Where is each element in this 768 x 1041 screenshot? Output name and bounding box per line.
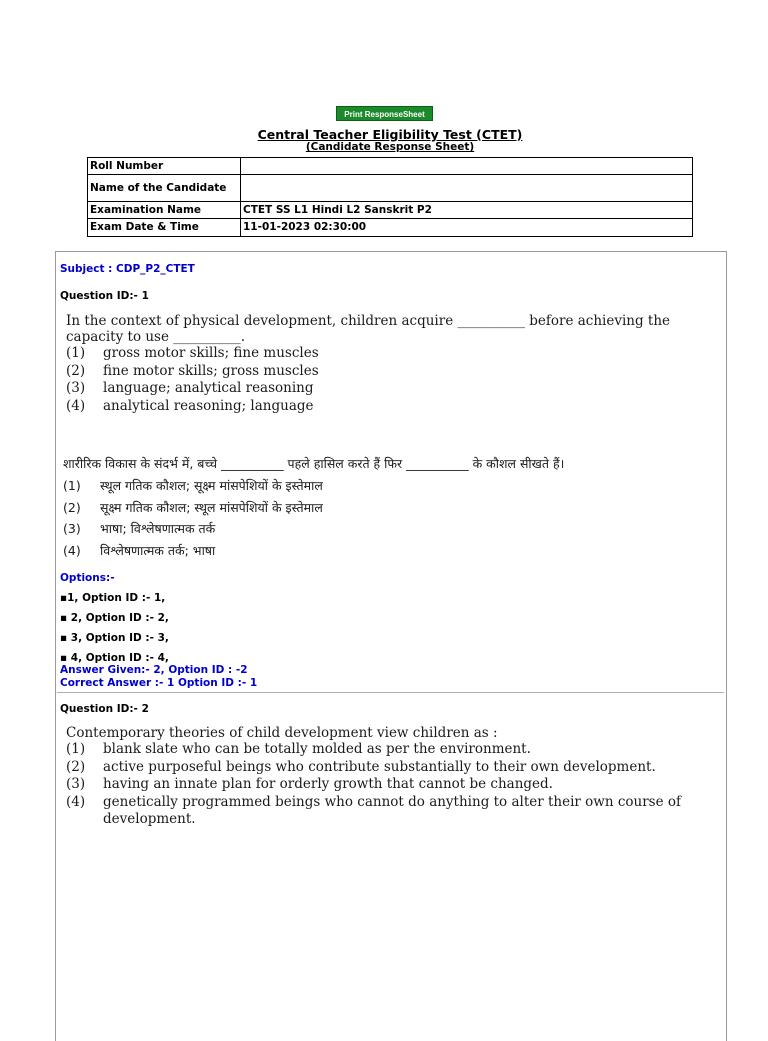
question-2-option	[66, 741, 686, 759]
option-number: (1)	[66, 345, 86, 361]
options-label: Options:-	[60, 572, 115, 584]
candidate-name-label: Name of the Candidate	[88, 175, 241, 202]
question-1-english-image	[66, 313, 726, 415]
question-1-hindi-option	[63, 540, 723, 562]
question-1-hindi-option	[63, 475, 723, 497]
option-number: (3)	[63, 521, 81, 536]
table-row	[88, 175, 693, 202]
page-title: Central Teacher Eligibility Test (CTET)	[257, 127, 523, 142]
candidate-name-value	[241, 175, 693, 202]
option-text: active purposeful beings who contribute substantially to their own development.	[103, 758, 656, 775]
option-id-item: ▪ 2, Option ID :- 2,	[60, 612, 169, 624]
question-1-option	[66, 398, 726, 416]
table-row	[88, 219, 693, 237]
option-text: genetically programmed beings who cannot do anything to alter their own course of development.	[103, 793, 682, 827]
option-number: (2)	[63, 499, 81, 515]
exam-date-label: Exam Date & Time	[88, 219, 241, 237]
option-id-item: ▪ 3, Option ID :- 3,	[60, 632, 169, 644]
correct-answer: Correct Answer :- 1 Option ID :- 1	[60, 677, 258, 689]
option-text: fine motor skills; gross muscles	[103, 362, 319, 379]
question-1-id: Question ID:- 1	[60, 290, 149, 302]
option-text: analytical reasoning; language	[103, 397, 314, 414]
option-number: (2)	[66, 362, 86, 379]
answer-given: Answer Given:- 2, Option ID : -2	[60, 664, 248, 676]
page-subtitle: (Candidate Response Sheet)	[305, 141, 475, 153]
question-1-stem: In the context of physical development, children acquire __________ before achieving the capacity to use __________.	[66, 313, 671, 345]
option-number: (3)	[66, 776, 86, 792]
question-2-stem: Contemporary theories of child development view children as :	[66, 725, 498, 741]
question-divider	[57, 692, 724, 693]
option-text: gross motor skills; fine muscles	[103, 345, 319, 361]
option-id-item: ▪1, Option ID :- 1,	[60, 592, 166, 604]
option-number: (3)	[66, 380, 86, 396]
option-number: (1)	[66, 741, 86, 757]
question-2-option	[66, 776, 686, 794]
question-1-option	[66, 363, 726, 381]
question-2-option	[66, 759, 686, 777]
question-1-option	[66, 380, 726, 398]
question-2-id: Question ID:- 2	[60, 703, 149, 715]
option-number: (2)	[66, 758, 86, 775]
option-text: having an innate plan for orderly growth that cannot be changed.	[103, 776, 553, 792]
option-text: भाषा; विश्लेषणात्मक तर्क	[100, 521, 216, 536]
option-number: (1)	[63, 478, 81, 493]
table-row	[88, 202, 693, 219]
option-text: स्थूल गतिक कौशल; सूक्ष्म मांसपेशियों के इस्तेमाल	[100, 478, 323, 493]
option-text: language; analytical reasoning	[103, 380, 314, 396]
exam-date-value: 11-01-2023 02:30:00	[241, 219, 693, 237]
print-response-sheet-button[interactable]: Print ResponseSheet	[336, 106, 433, 121]
subject-label: Subject : CDP_P2_CTET	[60, 263, 195, 275]
option-text: सूक्ष्म गतिक कौशल; स्थूल मांसपेशियों के इस्तेमाल	[100, 499, 323, 515]
option-number: (4)	[66, 397, 86, 414]
question-1-option	[66, 345, 726, 363]
option-text: विश्लेषणात्मक तर्क; भाषा	[100, 542, 216, 558]
candidate-info-table	[87, 157, 693, 237]
question-1-hindi-option	[63, 518, 723, 540]
roll-number-label: Roll Number	[88, 158, 241, 175]
roll-number-value	[241, 158, 693, 175]
option-number: (4)	[66, 793, 86, 810]
question-1-hindi-option	[63, 497, 723, 519]
option-id-item: ▪ 4, Option ID :- 4,	[60, 652, 169, 664]
exam-name-value: CTET SS L1 Hindi L2 Sanskrit P2	[241, 202, 693, 219]
exam-name-label: Examination Name	[88, 202, 241, 219]
option-text: blank slate who can be totally molded as per the environment.	[103, 741, 531, 757]
question-1-hindi-stem: शारीरिक विकास के संदर्भ में, बच्चे __________ पहले हासिल करते हैं फिर __________ के कौशल सीखते हैं।	[63, 456, 565, 471]
option-number: (4)	[63, 542, 81, 558]
question-1-hindi-image	[63, 453, 723, 561]
table-row	[88, 158, 693, 175]
question-2-english-image	[66, 725, 686, 829]
question-2-option	[66, 794, 686, 829]
